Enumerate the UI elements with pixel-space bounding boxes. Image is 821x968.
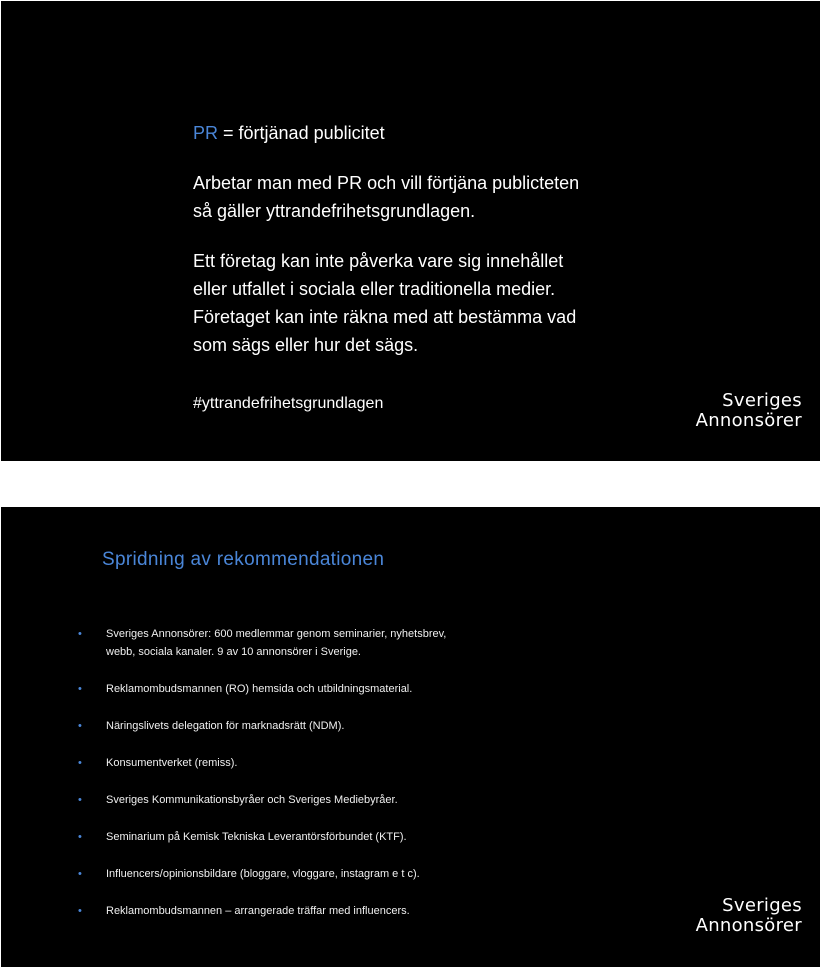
- bullet-icon: •: [78, 683, 82, 695]
- list-item: [73, 902, 633, 920]
- slide1-paragraph-2: [193, 247, 673, 359]
- list-item-text: Sveriges Annonsörer: 600 medlemmar genom seminarier, nyhetsbrev,: [106, 628, 447, 640]
- list-item: [73, 625, 633, 661]
- spridning-list: [73, 625, 633, 939]
- bullet-icon: •: [78, 831, 82, 843]
- list-item-text: Reklamombudsmannen – arrangerade träffar med influencers.: [106, 905, 410, 917]
- list-item: [73, 865, 633, 883]
- bullet-icon: •: [78, 720, 82, 732]
- list-item-text: webb, sociala kanaler. 9 av 10 annonsörer i Sverige.: [106, 646, 361, 658]
- list-item-text: Reklamombudsmannen (RO) hemsida och utbildningsmaterial.: [106, 683, 413, 695]
- bullet-icon: •: [78, 868, 82, 880]
- paragraph-line: Arbetar man med PR och vill förtjäna publicteten: [193, 173, 580, 193]
- list-item: [73, 680, 633, 698]
- hashtag-text: #yttrandefrihetsgrundlagen: [193, 395, 384, 412]
- list-item-text: Näringslivets delegation för marknadsrätt (NDM).: [106, 720, 345, 732]
- pr-accent-text: PR: [193, 123, 219, 143]
- logo-line-2: Annonsörer: [695, 410, 802, 431]
- heading-rest-text: = förtjänad publicitet: [218, 123, 385, 143]
- paragraph-line: Företaget kan inte räkna med att bestämma vad: [193, 307, 577, 327]
- logo-line-1: Sveriges: [722, 895, 802, 916]
- slide1-paragraph-1: [193, 169, 673, 225]
- paragraph-line: som sägs eller hur det sägs.: [193, 335, 419, 355]
- list-item-text: Influencers/opinionsbildare (bloggare, vloggare, instagram e t c).: [106, 868, 420, 880]
- slide-spridning: [1, 507, 820, 967]
- list-item: [73, 791, 633, 809]
- sveriges-annonsorer-logo: [672, 391, 802, 431]
- logo-line-2: Annonsörer: [695, 915, 802, 936]
- paragraph-line: så gäller yttrandefrihetsgrundlagen.: [193, 201, 476, 221]
- list-item: [73, 754, 633, 772]
- bullet-icon: •: [78, 794, 82, 806]
- sveriges-annonsorer-logo: [672, 896, 802, 936]
- slide1-body: [193, 119, 673, 381]
- list-item-text: Konsumentverket (remiss).: [106, 757, 238, 769]
- paragraph-line: Ett företag kan inte påverka vare sig innehållet: [193, 251, 564, 271]
- list-item: [73, 717, 633, 735]
- bullet-icon: •: [78, 905, 82, 917]
- bullet-icon: •: [78, 757, 82, 769]
- paragraph-line: eller utfallet i sociala eller traditionella medier.: [193, 279, 556, 299]
- list-item: [73, 828, 633, 846]
- bullet-icon: •: [78, 628, 82, 640]
- slide1-heading: [193, 119, 673, 147]
- logo-line-1: Sveriges: [722, 390, 802, 411]
- slide2-title: Spridning av rekommendationen: [102, 549, 385, 570]
- list-item-text: Sveriges Kommunikationsbyråer och Sveriges Mediebyråer.: [106, 794, 398, 806]
- list-item-text: Seminarium på Kemisk Tekniska Leverantörsförbundet (KTF).: [106, 831, 407, 843]
- slide-pr-definition: [1, 1, 820, 461]
